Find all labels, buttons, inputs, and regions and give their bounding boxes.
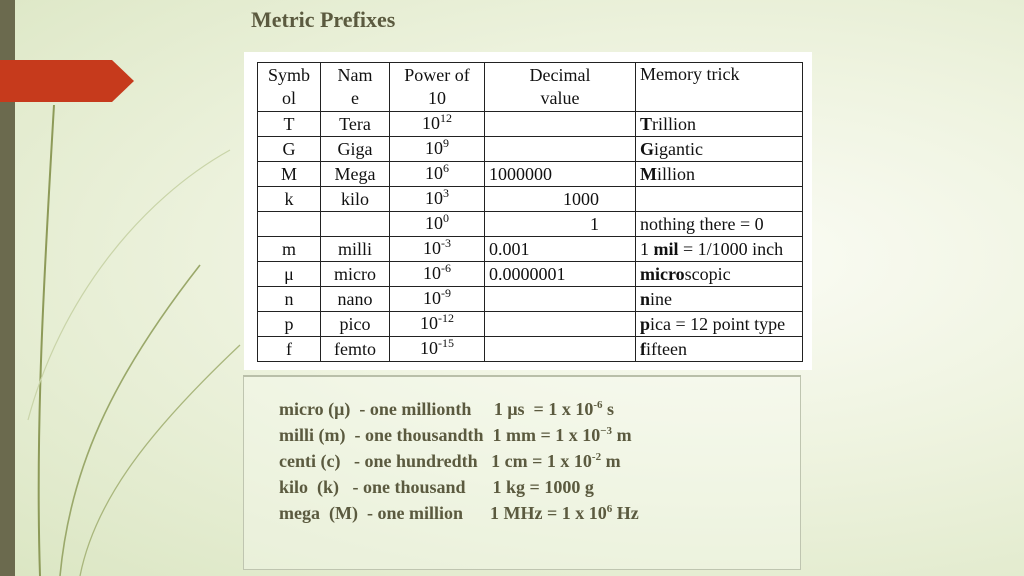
table-row xyxy=(258,262,803,287)
header-memory-trick: Memory trick xyxy=(636,63,803,112)
cell-symbol: G xyxy=(258,137,321,162)
cell-memory-trick: Million xyxy=(636,162,803,187)
cell-power: $10^{-15}$ xyxy=(390,337,485,362)
note-line: micro (μ) - one millionth 1 μs = 1 x $10^{-6}$ s xyxy=(279,399,615,419)
cell-memory-trick: nine xyxy=(636,287,803,312)
table-row xyxy=(258,187,803,212)
cell-name: micro xyxy=(321,262,390,287)
cell-decimal xyxy=(485,137,636,162)
table-row xyxy=(258,287,803,312)
note-line: kilo (k) - one thousand 1 kg = 1000 g xyxy=(279,477,594,497)
note-line: milli (m) - one thousandth 1 mm = 1 x $10^{-3}$ m xyxy=(279,425,632,445)
cell-decimal: 0.0000001 xyxy=(485,262,636,287)
table-row xyxy=(258,212,803,237)
cell-symbol: m xyxy=(258,237,321,262)
cell-symbol: T xyxy=(258,112,321,137)
cell-memory-trick: Gigantic xyxy=(636,137,803,162)
cell-decimal: 1 xyxy=(485,212,636,237)
table-row xyxy=(258,237,803,262)
table-row xyxy=(258,112,803,137)
note-line: centi (c) - one hundredth 1 cm = 1 x $10^{-2}$ m xyxy=(279,451,621,471)
cell-name xyxy=(321,212,390,237)
cell-power: $10^{-9}$ xyxy=(390,287,485,312)
table-row xyxy=(258,337,803,362)
cell-power: $10^0$ xyxy=(390,212,485,237)
cell-symbol: M xyxy=(258,162,321,187)
cell-decimal xyxy=(485,287,636,312)
cell-power: $10^{-3}$ xyxy=(390,237,485,262)
metric-prefix-table xyxy=(257,62,803,362)
cell-decimal xyxy=(485,112,636,137)
prefix-notes-panel xyxy=(243,375,801,570)
cell-power: $10^{-12}$ xyxy=(390,312,485,337)
cell-memory-trick xyxy=(636,187,803,212)
cell-power: $10^9$ xyxy=(390,137,485,162)
cell-memory-trick: fifteen xyxy=(636,337,803,362)
cell-power: $10^{-6}$ xyxy=(390,262,485,287)
cell-memory-trick: pica = 12 point type xyxy=(636,312,803,337)
cell-decimal: 0.001 xyxy=(485,237,636,262)
header-symbol: Symb ol xyxy=(258,63,321,112)
prefix-table-panel xyxy=(244,52,812,370)
cell-decimal xyxy=(485,337,636,362)
cell-memory-trick: 1 mil = 1/1000 inch xyxy=(636,237,803,262)
cell-decimal: 1000000 xyxy=(485,162,636,187)
cell-name: Giga xyxy=(321,137,390,162)
cell-symbol xyxy=(258,212,321,237)
cell-name: nano xyxy=(321,287,390,312)
cell-symbol: f xyxy=(258,337,321,362)
table-header-row xyxy=(258,63,803,112)
cell-name: milli xyxy=(321,237,390,262)
cell-power: $10^{12}$ xyxy=(390,112,485,137)
cell-name: pico xyxy=(321,312,390,337)
note-line: mega (M) - one million 1 MHz = 1 x $10^6$ Hz xyxy=(279,503,639,523)
cell-symbol: p xyxy=(258,312,321,337)
slide-title: Metric Prefixes xyxy=(251,7,396,32)
header-decimal: Decimal value xyxy=(485,63,636,112)
cell-symbol: k xyxy=(258,187,321,212)
cell-memory-trick: nothing there = 0 xyxy=(636,212,803,237)
cell-name: Mega xyxy=(321,162,390,187)
cell-memory-trick: microscopic xyxy=(636,262,803,287)
table-row xyxy=(258,137,803,162)
table-row xyxy=(258,312,803,337)
cell-name: Tera xyxy=(321,112,390,137)
header-name: Nam e xyxy=(321,63,390,112)
prefix-notes xyxy=(279,396,639,526)
cell-symbol: μ xyxy=(258,262,321,287)
cell-decimal xyxy=(485,312,636,337)
header-power: Power of 10 xyxy=(390,63,485,112)
cell-symbol: n xyxy=(258,287,321,312)
cell-power: $10^3$ xyxy=(390,187,485,212)
cell-name: femto xyxy=(321,337,390,362)
cell-name: kilo xyxy=(321,187,390,212)
table-row xyxy=(258,162,803,187)
cell-decimal: 1000 xyxy=(485,187,636,212)
cell-power: $10^6$ xyxy=(390,162,485,187)
section-tab-marker xyxy=(0,60,134,102)
cell-memory-trick: Trillion xyxy=(636,112,803,137)
